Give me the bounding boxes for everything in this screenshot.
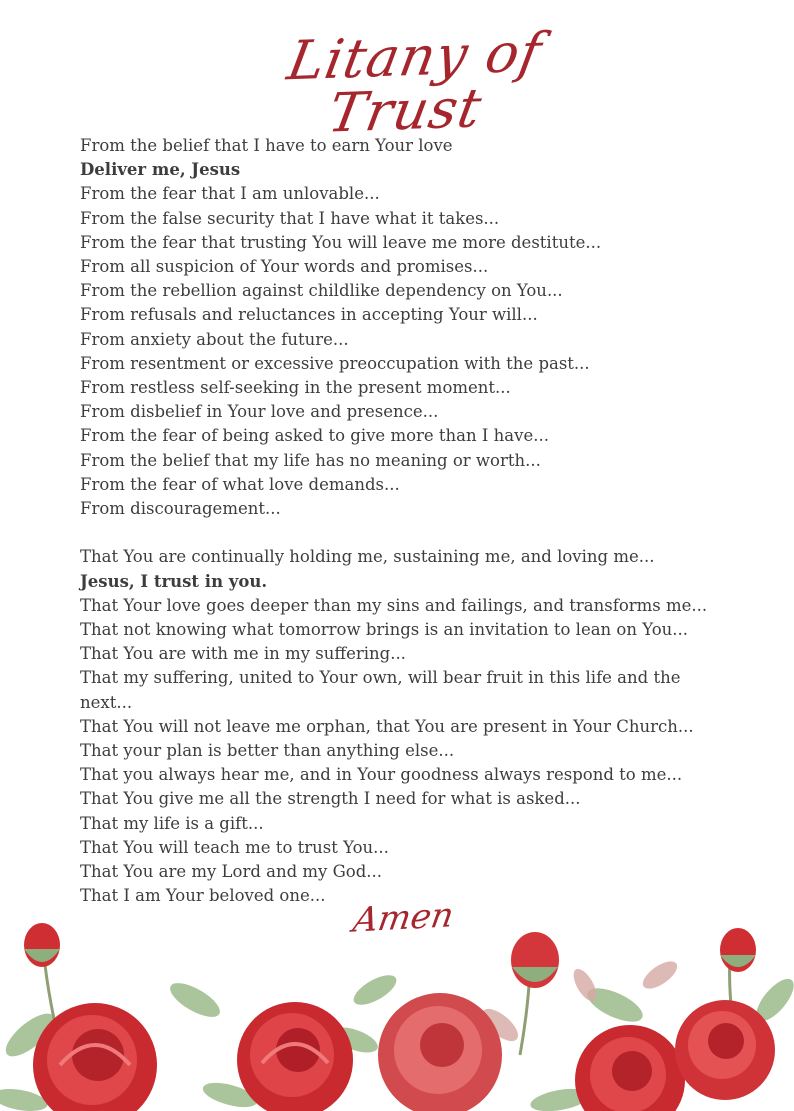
part1-line: From anxiety about the future... (80, 329, 349, 349)
rose-border-icon (0, 915, 794, 1111)
part1-line: From the fear that I am unlovable... (80, 184, 380, 204)
part2-line: That not knowing what tomorrow brings is an invitation to lean on You... (80, 620, 688, 640)
part2-line: That Your love goes deeper than my sins and failings, and transforms me... (80, 595, 708, 615)
part2-line: That you always hear me, and in Your goodness always respond to me... (80, 765, 683, 785)
section-divider (80, 521, 720, 545)
part2-line: That You will not leave me orphan, that You are present in Your Church... (80, 716, 694, 736)
part2-response: Jesus, I trust in you. (80, 571, 268, 591)
litany-body (80, 134, 720, 908)
part1-intro: From the belief that I have to earn Your love (80, 136, 453, 155)
part2-line: That your plan is better than anything else... (80, 741, 455, 761)
part2-line: That I am Your beloved one... (80, 886, 326, 906)
part1-line: From refusals and reluctances in accepting Your will... (80, 305, 538, 325)
part2-line: That You are my Lord and my God... (80, 862, 383, 882)
part1-line: From the fear of what love demands... (80, 474, 400, 494)
part1-line: From resentment or excessive preoccupation with the past... (80, 353, 590, 373)
part1-line: From discouragement... (80, 499, 281, 519)
part1-response: Deliver me, Jesus (80, 160, 241, 180)
part2-line: That You will teach me to trust You... (80, 837, 389, 857)
part2-line: That You are with me in my suffering... (80, 644, 406, 664)
part2-intro: That You are continually holding me, sustaining me, and loving me... (80, 547, 655, 567)
part2-line: That my life is a gift... (80, 813, 264, 833)
part1-line: From the fear that trusting You will leave me more destitute... (80, 232, 602, 252)
part1-line: From the belief that my life has no meaning or worth... (80, 450, 541, 470)
part1-line: From the false security that I have what it takes... (80, 208, 500, 228)
part2-line: That You give me all the strength I need for what is asked... (80, 789, 581, 809)
part1-line: From restless self-seeking in the present moment... (80, 378, 511, 398)
part1-line: From the rebellion against childlike dependency on You... (80, 281, 563, 301)
part2-line: That my suffering, united to Your own, will bear fruit in this life and the next... (80, 668, 681, 712)
part1-line: From all suspicion of Your words and promises... (80, 257, 489, 277)
part1-line: From the fear of being asked to give more than I have... (80, 426, 549, 446)
part1-line: From disbelief in Your love and presence... (80, 402, 439, 422)
page-title: Litany of Trust (282, 20, 547, 145)
closing-amen: Amen (350, 895, 457, 941)
